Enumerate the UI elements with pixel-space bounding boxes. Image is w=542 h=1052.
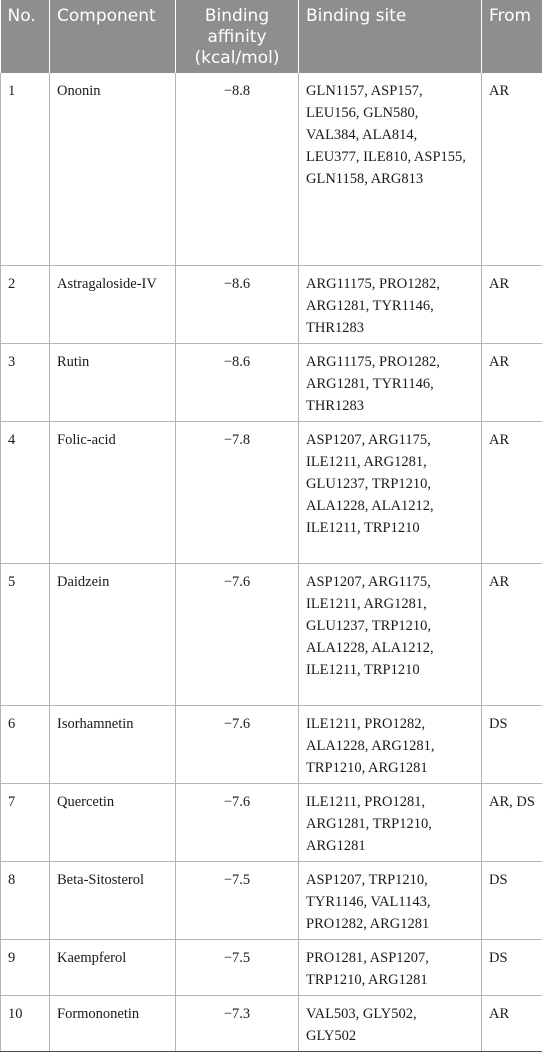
header-component: Component: [50, 0, 176, 73]
cell-no: 9: [1, 939, 50, 995]
cell-binding-site: ASP1207, ARG1175, ILE1211, ARG1281, GLU1237, TRP1210, ALA1228, ALA1212, ILE1211, TRP1210: [299, 563, 482, 705]
cell-binding-site: GLN1157, ASP157, LEU156, GLN580, VAL384, ALA814, LEU377, ILE810, ASP155, GLN1158, ARG813: [299, 73, 482, 265]
cell-binding-site: ILE1211, PRO1282, ALA1228, ARG1281, TRP1210, ARG1281: [299, 705, 482, 783]
cell-component: Ononin: [50, 73, 176, 265]
cell-binding-site: ILE1211, PRO1281, ARG1281, TRP1210, ARG1281: [299, 783, 482, 861]
cell-binding-affinity: −7.6: [176, 563, 299, 705]
cell-binding-affinity: −7.6: [176, 705, 299, 783]
table-row: [1, 563, 542, 705]
header-binding-site: Binding site: [299, 0, 482, 73]
cell-from: AR: [482, 421, 542, 563]
cell-no: 7: [1, 783, 50, 861]
cell-from: AR: [482, 73, 542, 265]
table-body: [1, 73, 542, 1051]
table-row: [1, 73, 542, 265]
cell-component: Folic-acid: [50, 421, 176, 563]
header-row: [1, 0, 542, 73]
cell-component: Isorhamnetin: [50, 705, 176, 783]
cell-component: Quercetin: [50, 783, 176, 861]
cell-from: DS: [482, 705, 542, 783]
table-row: [1, 783, 542, 861]
cell-binding-site: ARG11175, PRO1282, ARG1281, TYR1146, THR1283: [299, 265, 482, 343]
table-row: [1, 343, 542, 421]
table-row: [1, 705, 542, 783]
cell-from: DS: [482, 861, 542, 939]
cell-component: Rutin: [50, 343, 176, 421]
cell-binding-site: VAL503, GLY502, GLY502: [299, 995, 482, 1051]
cell-from: AR: [482, 265, 542, 343]
table-row: [1, 939, 542, 995]
cell-from: AR: [482, 343, 542, 421]
cell-binding-affinity: −7.5: [176, 861, 299, 939]
cell-component: Kaempferol: [50, 939, 176, 995]
cell-no: 5: [1, 563, 50, 705]
cell-binding-site: PRO1281, ASP1207, TRP1210, ARG1281: [299, 939, 482, 995]
cell-no: 2: [1, 265, 50, 343]
cell-binding-site: ASP1207, ARG1175, ILE1211, ARG1281, GLU1237, TRP1210, ALA1228, ALA1212, ILE1211, TRP1210: [299, 421, 482, 563]
table-row: [1, 421, 542, 563]
cell-binding-affinity: −8.6: [176, 265, 299, 343]
cell-no: 8: [1, 861, 50, 939]
table-row: [1, 265, 542, 343]
table-row: [1, 861, 542, 939]
cell-binding-affinity: −7.6: [176, 783, 299, 861]
cell-binding-affinity: −7.8: [176, 421, 299, 563]
cell-component: Astragaloside-IV: [50, 265, 176, 343]
header-no: No.: [1, 0, 50, 73]
cell-binding-site: ASP1207, TRP1210, TYR1146, VAL1143, PRO1282, ARG1281: [299, 861, 482, 939]
cell-from: AR, DS: [482, 783, 542, 861]
cell-from: DS: [482, 939, 542, 995]
cell-no: 3: [1, 343, 50, 421]
cell-component: Daidzein: [50, 563, 176, 705]
cell-no: 4: [1, 421, 50, 563]
cell-binding-affinity: −7.5: [176, 939, 299, 995]
cell-binding-affinity: −8.6: [176, 343, 299, 421]
cell-no: 6: [1, 705, 50, 783]
header-from: From: [482, 0, 542, 73]
cell-component: Beta-Sitosterol: [50, 861, 176, 939]
cell-from: AR: [482, 995, 542, 1051]
cell-binding-affinity: −8.8: [176, 73, 299, 265]
cell-component: Formononetin: [50, 995, 176, 1051]
cell-no: 1: [1, 73, 50, 265]
table-header: [1, 0, 542, 73]
table-row: [1, 995, 542, 1051]
header-binding-affinity: Binding affinity (kcal/mol): [176, 0, 299, 73]
cell-no: 10: [1, 995, 50, 1051]
cell-from: AR: [482, 563, 542, 705]
cell-binding-site: ARG11175, PRO1282, ARG1281, TYR1146, THR1283: [299, 343, 482, 421]
cell-binding-affinity: −7.3: [176, 995, 299, 1051]
